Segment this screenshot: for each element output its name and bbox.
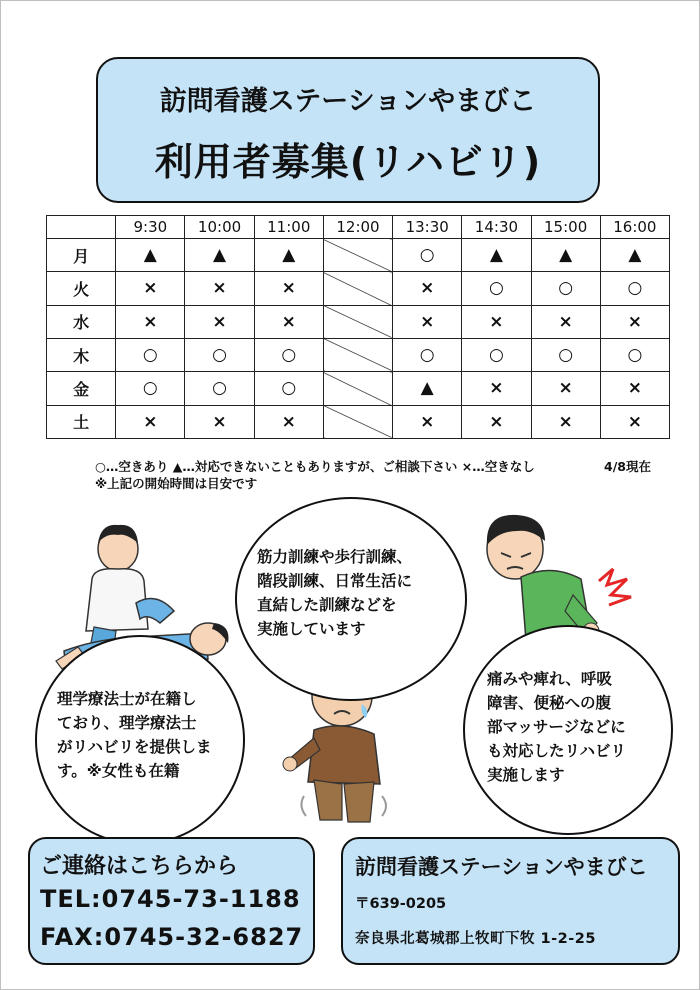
- schedule-row: [47, 305, 670, 338]
- availability-cell: ×: [462, 305, 531, 338]
- schedule-row: [47, 405, 670, 438]
- lunch-break-cell: [323, 372, 392, 405]
- availability-cell: ▲: [600, 239, 669, 272]
- fax-number: FAX:0745-32-6827: [40, 923, 304, 951]
- contact-box: [28, 837, 315, 965]
- time-header: 12:00: [323, 216, 392, 239]
- availability-cell: ×: [185, 305, 254, 338]
- availability-cell: ×: [254, 272, 323, 305]
- availability-cell: ×: [185, 405, 254, 438]
- availability-cell: ×: [600, 372, 669, 405]
- legend-text: ○…空きあり ▲…対応できないこともありますが、ご相談下さい ×…空きなし: [95, 459, 535, 474]
- availability-cell: ×: [462, 372, 531, 405]
- availability-cell: ○: [116, 372, 185, 405]
- lunch-break-cell: [323, 338, 392, 371]
- availability-cell: ○: [393, 338, 462, 371]
- availability-cell: ○: [254, 338, 323, 371]
- as-of-date: 4/8現在: [604, 459, 651, 474]
- day-label: 土: [47, 405, 116, 438]
- availability-table: [46, 215, 670, 439]
- availability-cell: ×: [254, 305, 323, 338]
- time-header: 9:30: [116, 216, 185, 239]
- availability-cell: ×: [393, 405, 462, 438]
- day-label: 水: [47, 305, 116, 338]
- schedule-row: [47, 272, 670, 305]
- center-info-text: 筋力訓練や歩行訓練、 階段訓練、日常生活に 直結した訓練などを 実施しています: [257, 548, 413, 638]
- start-time-note: ※上記の開始時間は目安です: [95, 476, 258, 491]
- lunch-break-cell: [323, 305, 392, 338]
- right-info-text: 痛みや痺れ、呼吸 障害、便秘への腹 部マッサージなどに も対応したリハビリ 実施します: [487, 670, 627, 784]
- lunch-break-cell: [323, 272, 392, 305]
- day-label: 月: [47, 239, 116, 272]
- day-label: 木: [47, 338, 116, 371]
- street-address: 奈良県北葛城郡上牧町下牧 1-2-25: [355, 931, 596, 947]
- time-header: 13:30: [393, 216, 462, 239]
- schedule-row: [47, 372, 670, 405]
- corner-cell: [47, 216, 116, 239]
- availability-cell: ×: [116, 405, 185, 438]
- availability-cell: ○: [600, 338, 669, 371]
- availability-cell: ○: [600, 272, 669, 305]
- availability-cell: ○: [393, 239, 462, 272]
- day-label: 火: [47, 272, 116, 305]
- time-header: 10:00: [185, 216, 254, 239]
- schedule-row: [47, 239, 670, 272]
- availability-cell: ×: [531, 405, 600, 438]
- availability-cell: ×: [600, 305, 669, 338]
- schedule-row: [47, 338, 670, 371]
- availability-cell: ×: [116, 272, 185, 305]
- availability-cell: ○: [185, 372, 254, 405]
- organization-title: 訪問看護ステーションやまびこ: [159, 86, 537, 117]
- availability-cell: ○: [531, 338, 600, 371]
- left-info-text: 理学療法士が在籍し ており、理学療法士 がリハビリを提供しま す。※女性も在籍: [57, 690, 212, 780]
- lunch-break-cell: [323, 405, 392, 438]
- day-label: 金: [47, 372, 116, 405]
- availability-cell: ○: [531, 272, 600, 305]
- phone-number[interactable]: TEL:0745-73-1188: [40, 885, 301, 913]
- availability-cell: ○: [462, 272, 531, 305]
- availability-cell: ▲: [531, 239, 600, 272]
- time-header: 11:00: [254, 216, 323, 239]
- availability-cell: ▲: [185, 239, 254, 272]
- contact-heading: ご連絡はこちらから: [40, 854, 239, 879]
- availability-cell: ▲: [393, 372, 462, 405]
- time-header: 15:00: [531, 216, 600, 239]
- availability-cell: ×: [116, 305, 185, 338]
- availability-cell: ×: [254, 405, 323, 438]
- availability-cell: ×: [531, 372, 600, 405]
- title-banner: [96, 57, 600, 203]
- address-org-name: 訪問看護ステーションやまびこ: [355, 855, 648, 879]
- availability-cell: ▲: [254, 239, 323, 272]
- recruitment-heading: 利用者募集(リハビリ): [154, 140, 542, 184]
- availability-cell: ×: [600, 405, 669, 438]
- availability-cell: ×: [393, 272, 462, 305]
- time-header-row: [47, 216, 670, 239]
- address-box: [341, 837, 680, 965]
- availability-cell: ×: [185, 272, 254, 305]
- availability-cell: ○: [462, 338, 531, 371]
- availability-cell: ▲: [116, 239, 185, 272]
- availability-cell: ×: [531, 305, 600, 338]
- availability-cell: ○: [185, 338, 254, 371]
- lunch-break-cell: [323, 239, 392, 272]
- availability-cell: ○: [116, 338, 185, 371]
- time-header: 16:00: [600, 216, 669, 239]
- postal-code: 〒639-0205: [355, 896, 447, 912]
- availability-cell: ×: [462, 405, 531, 438]
- availability-cell: ○: [254, 372, 323, 405]
- time-header: 14:30: [462, 216, 531, 239]
- availability-cell: ×: [393, 305, 462, 338]
- availability-cell: ▲: [462, 239, 531, 272]
